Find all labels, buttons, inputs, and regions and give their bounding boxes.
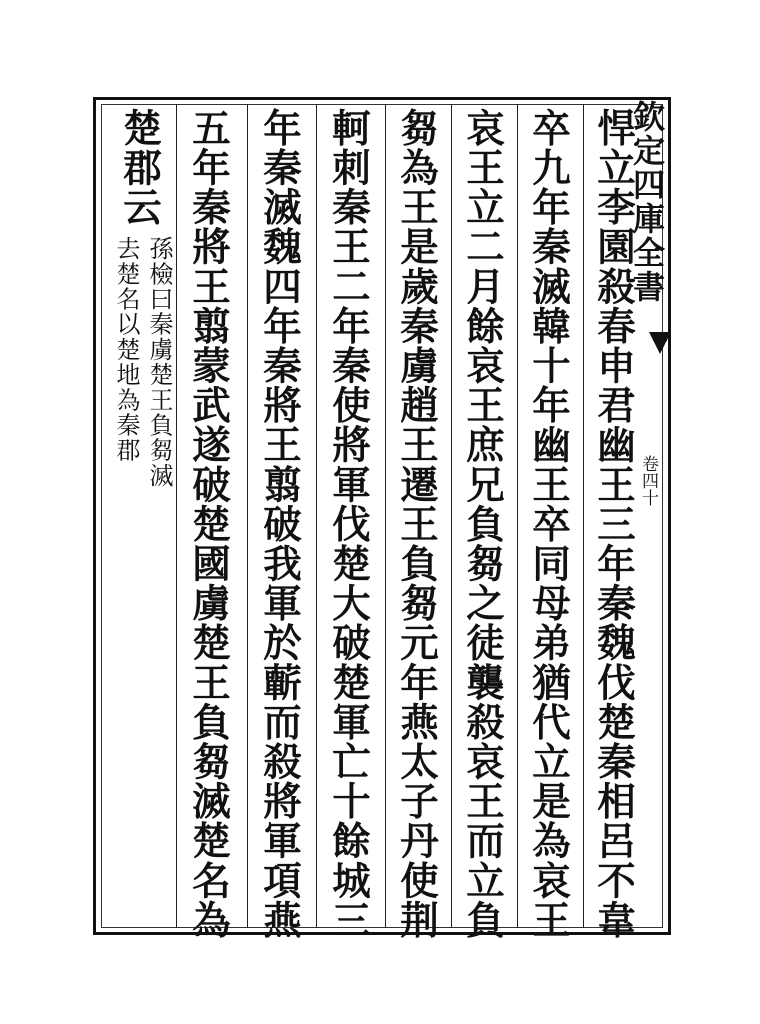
text-column-3: 哀王立二月餘哀王庶兄負芻之徒襲殺哀王而立負 bbox=[460, 108, 505, 940]
column-divider bbox=[583, 104, 584, 928]
text-column-5: 軻刺秦王二年秦使將軍伐楚大破楚軍亡十餘城三 bbox=[326, 108, 371, 940]
annotation-column-right: 孫檢曰秦虜楚王負芻滅 bbox=[145, 236, 173, 488]
column-divider bbox=[517, 104, 518, 928]
book-title: 欽定四庫全書 bbox=[628, 100, 666, 304]
text-column-8: 楚郡云 bbox=[117, 108, 162, 227]
text-column-2: 卒九年秦滅韓十年幽王卒同母弟猶代立是為哀王 bbox=[526, 108, 571, 940]
text-column-7: 五年秦將王翦蒙武遂破楚國虜楚王負芻滅楚名為 bbox=[186, 108, 231, 940]
column-divider bbox=[247, 104, 248, 928]
text-column-1: 悍立李園殺春申君幽王三年秦魏伐楚秦相呂不韋 bbox=[591, 108, 636, 940]
column-divider bbox=[451, 104, 452, 928]
column-divider bbox=[385, 104, 386, 928]
fishtail-mark bbox=[649, 332, 671, 354]
fishtail-bar bbox=[653, 338, 667, 341]
juan-number: 卷四十 bbox=[638, 455, 658, 506]
annotation-column-left: 去楚名以楚地為秦郡 bbox=[112, 236, 140, 463]
column-divider bbox=[176, 104, 177, 928]
column-divider bbox=[316, 104, 317, 928]
text-column-4: 芻為王是歲秦虜趙王遷王負芻元年燕太子丹使荆 bbox=[394, 108, 439, 940]
text-column-6: 年秦滅魏四年秦將王翦破我軍於蘄而殺將軍項燕 bbox=[257, 108, 302, 940]
